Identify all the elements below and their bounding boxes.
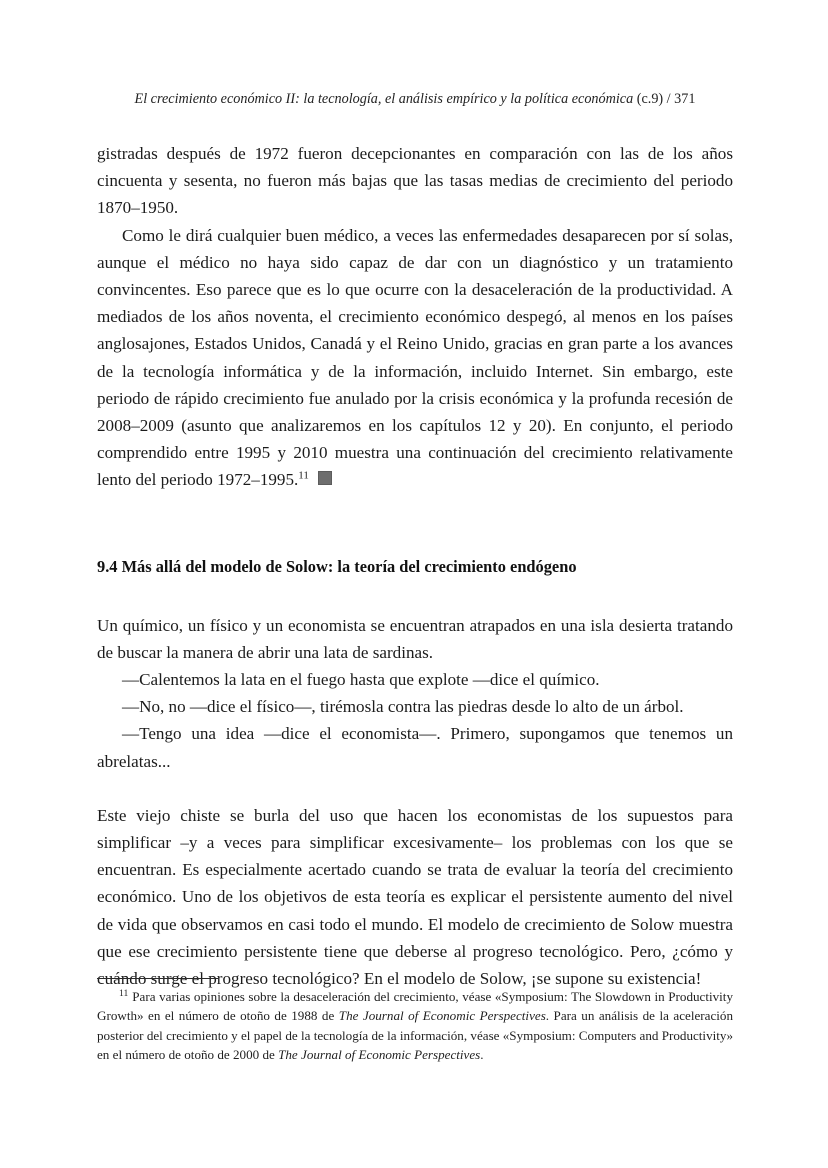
text-column (97, 140, 733, 992)
footnote-11 (97, 987, 733, 1065)
footnote-text-part-1: Para varias opiniones sobre la desaceleración del crecimiento, véase «Symposium: The Slowdown in Productivity Growth» en el número de otoño de 1988 de (97, 989, 733, 1024)
footnote-journal-title-2: The Journal of Economic Perspectives (278, 1047, 481, 1063)
paragraph-joke-line-3: —Tengo una idea —dice el economista—. Primero, supongamos que tenemos un abrelatas... (97, 724, 733, 771)
footnote-journal-title-1: The Journal of Economic Perspectives (338, 1008, 546, 1024)
paragraph-continuation: gistradas después de 1972 fueron decepcionantes en comparación con las de los años cincuenta y sesenta, no fueron más bajas que las tasas medias de crecimiento del periodo 1870–1950. (97, 144, 733, 218)
running-head-folio: (c.9) / 371 (633, 91, 696, 107)
spacer (97, 775, 733, 802)
paragraph-closing: Este viejo chiste se burla del uso que hacen los economistas de los supuestos para simplificar –y a veces para simplificar excesivamente– los problemas con los que se encuentran. Es especialmente acertado cuando se trata de evaluar la teoría del crecimiento económico. Uno de los objetivos de esta teoría es explicar el persistente aumento del nivel de vida que observamos en casi todo el mundo. El modelo de crecimiento de Solow muestra que ese crecimiento persistente tiene que deberse al progreso tecnológico. Pero, ¿cómo y cuándo surge el progreso tecnológico? En el modelo de Solow, ¡se supone su existencia! (97, 805, 733, 989)
footnote-separator-rule (97, 978, 218, 979)
footnote-reference-11[interactable]: 11 (298, 469, 309, 482)
footnote-text-part-2: . Para un análisis de la aceleración posterior del crecimiento y el papel de la tecnología de la información, véase «Symposium: Computers and Productivity» en el número de otoño de 2000 de (97, 1008, 733, 1063)
footnote-text-part-3: . (480, 1047, 484, 1063)
paragraph-joke-line-2: —No, no —dice el físico—, tirémosla contra las piedras desde lo alto de un árbol. (122, 697, 684, 717)
paragraph-body-text: Como le dirá cualquier buen médico, a veces las enfermedades desaparecen por sí solas, aunque el médico no haya sido capaz de dar con un diagnóstico y un tratamiento convincentes. Eso parece que es lo que ocurre con la desaceleración de la productividad. A mediados de los años noventa, el crecimiento económico despegó, al menos en los países anglosajones, Estados Unidos, Canadá y el Reino Unido, gracias en gran parte a los avances de la tecnología informática y de la información, incluido Internet. Sin embargo, este periodo de rápido crecimiento fue anulado por la crisis económica y la profunda recesión de 2008–2009 (asunto que analizaremos en los capítulos 12 y 20). En conjunto, el periodo comprendido entre 1995 y 2010 muestra una continuación del crecimiento relativamente lento del periodo 1972–1995. (97, 225, 733, 490)
footnote-number: 11 (119, 987, 129, 999)
spacer (97, 494, 733, 556)
running-head (97, 90, 733, 109)
paragraph-joke-line-1: —Calentemos la lata en el fuego hasta que explote —dice el químico. (122, 670, 600, 690)
footnote-block (97, 978, 733, 1065)
end-of-section-square-icon (318, 471, 332, 485)
section-heading-9-4: 9.4 Más allá del modelo de Solow: la teoría del crecimiento endógeno (97, 556, 577, 576)
spacer (97, 578, 733, 612)
running-head-title: El crecimiento económico II: la tecnología, el análisis empírico y la política económica (134, 91, 634, 107)
paragraph-joke-intro: Un químico, un físico y un economista se encuentran atrapados en una isla desierta tratando de buscar la manera de abrir una lata de sardinas. (97, 615, 733, 662)
paragraph-productivity-slowdown (97, 222, 733, 494)
